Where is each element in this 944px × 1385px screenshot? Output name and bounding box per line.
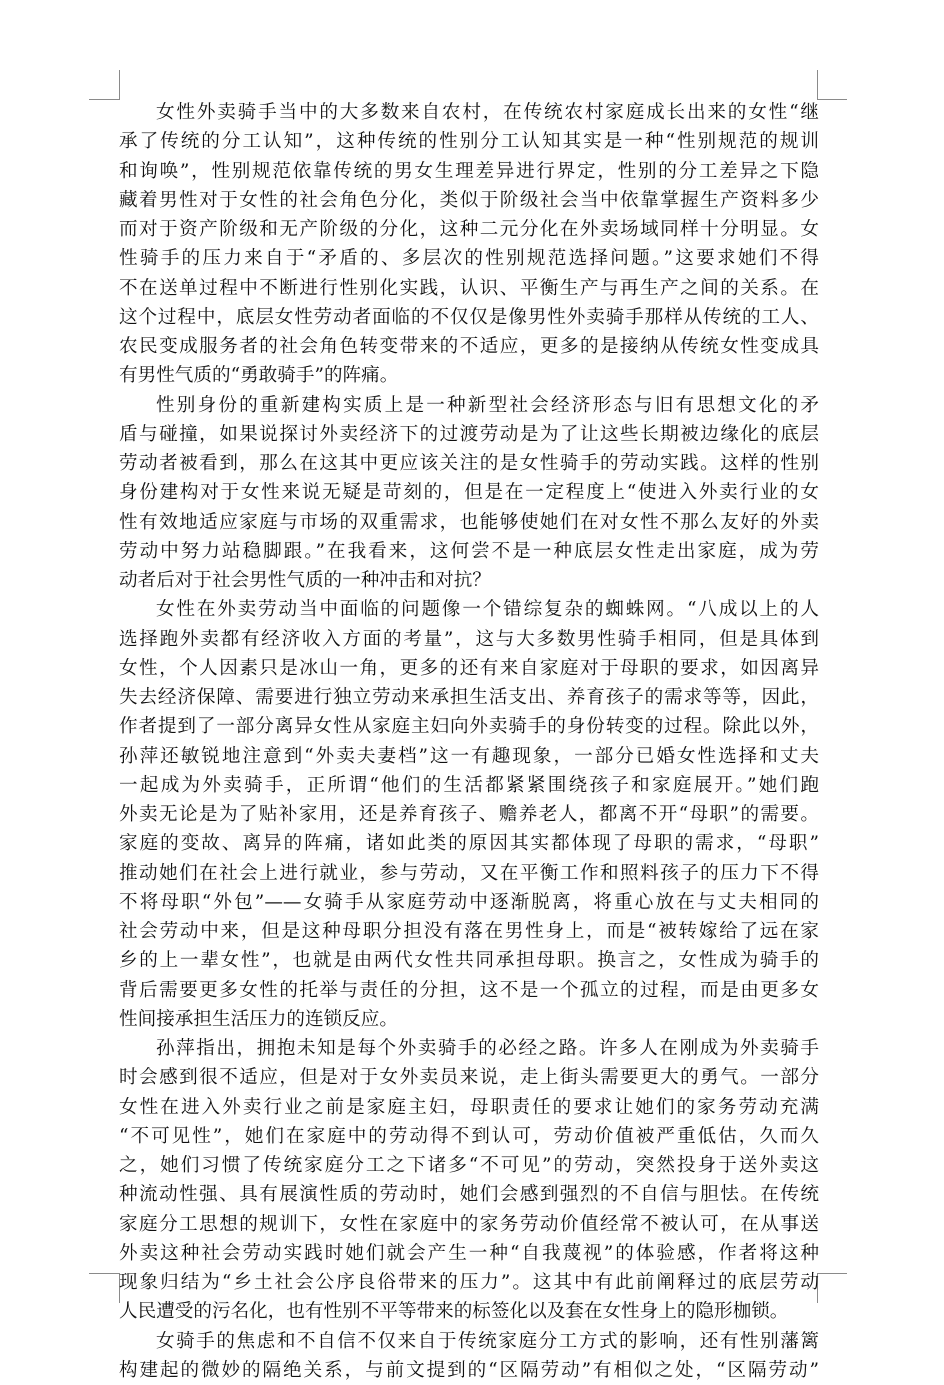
text-line: 现象归结为“乡土社会公序良俗带来的压力”。这其中有此前阐释过的底层劳动 bbox=[119, 1268, 819, 1297]
text-line: 藏着男性对于女性的社会角色分化，类似于阶级社会当中依靠掌握生产资料多少 bbox=[119, 186, 819, 215]
text-line: 失去经济保障、需要进行独立劳动来承担生活支出、养育孩子的需求等等，因此， bbox=[119, 683, 819, 712]
text-line: 背后需要更多女性的托举与责任的分担，这不是一个孤立的过程，而是由更多女 bbox=[119, 976, 819, 1005]
text-line: 选择跑外卖都有经济收入方面的考量”，这与大多数男性骑手相同，但是具体到 bbox=[119, 625, 819, 654]
text-line: 之，她们习惯了传统家庭分工之下诸多“不可见”的劳动，突然投身于送外卖这 bbox=[119, 1151, 819, 1180]
text-line: 女性在进入外卖行业之前是家庭主妇，母职责任的要求让她们的家务劳动充满 bbox=[119, 1093, 819, 1122]
paragraph-1 bbox=[119, 98, 819, 391]
text-line: 孙萍指出，拥抱未知是每个外卖骑手的必经之路。许多人在刚成为外卖骑手 bbox=[119, 1034, 819, 1063]
text-line: 外卖这种社会劳动实践时她们就会产生一种“自我蔑视”的体验感，作者将这种 bbox=[119, 1239, 819, 1268]
text-line: 而对于资产阶级和无产阶级的分化，这种二元分化在外卖场域同样十分明显。女 bbox=[119, 215, 819, 244]
text-line: 孙萍还敏锐地注意到“外卖夫妻档”这一有趣现象，一部分已婚女性选择和丈夫 bbox=[119, 742, 819, 771]
crop-mark-top-right-v bbox=[817, 70, 818, 100]
text-line: 性别身份的重新建构实质上是一种新型社会经济形态与旧有思想文化的矛 bbox=[119, 391, 819, 420]
text-line: 有男性气质的“勇敢骑手”的阵痛。 bbox=[119, 361, 819, 390]
text-line: 一起成为外卖骑手，正所谓“他们的生活都紧紧围绕孩子和家庭展开。”她们跑 bbox=[119, 771, 819, 800]
text-line: 身份建构对于女性来说无疑是苛刻的，但是在一定程度上“使进入外卖行业的女 bbox=[119, 478, 819, 507]
text-line: 这个过程中，底层女性劳动者面临的不仅仅是像男性外卖骑手那样从传统的工人、 bbox=[119, 303, 819, 332]
text-line: 和询唤”，性别规范依靠传统的男女生理差异进行界定，性别的分工差异之下隐 bbox=[119, 157, 819, 186]
paragraph-3 bbox=[119, 595, 819, 1034]
text-line: 家庭分工思想的规训下，女性在家庭中的家务劳动价值经常不被认可，在从事送 bbox=[119, 1210, 819, 1239]
text-line: 不将母职“外包”——女骑手从家庭劳动中逐渐脱离，将重心放在与丈夫相同的 bbox=[119, 888, 819, 917]
text-line: 社会劳动中来，但是这种母职分担没有落在男性身上，而是“被转嫁给了远在家 bbox=[119, 917, 819, 946]
text-line: 女骑手的焦虑和不自信不仅来自于传统家庭分工方式的影响，还有性别藩篱 bbox=[119, 1327, 819, 1356]
text-line: 种流动性强、具有展演性质的劳动时，她们会感到强烈的不自信与胆怯。在传统 bbox=[119, 1180, 819, 1209]
crop-mark-top-left-h bbox=[89, 99, 119, 100]
paragraph-2 bbox=[119, 391, 819, 596]
text-line: 农民变成服务者的社会角色转变带来的不适应，更多的是接纳从传统女性变成具 bbox=[119, 332, 819, 361]
text-line: 乡的上一辈女性”，也就是由两代女性共同承担母职。换言之，女性成为骑手的 bbox=[119, 946, 819, 975]
text-line: 性有效地适应家庭与市场的双重需求，也能够使她们在对女性不那么友好的外卖 bbox=[119, 508, 819, 537]
text-line: 女性，个人因素只是冰山一角，更多的还有来自家庭对于母职的要求，如因离异 bbox=[119, 654, 819, 683]
text-line: 推动她们在社会上进行就业，参与劳动，又在平衡工作和照料孩子的压力下不得 bbox=[119, 859, 819, 888]
text-line: 家庭的变故、离异的阵痛，诸如此类的原因其实都体现了母职的需求，“母职” bbox=[119, 829, 819, 858]
text-line: 不在送单过程中不断进行性别化实践，认识、平衡生产与再生产之间的关系。在 bbox=[119, 274, 819, 303]
paragraph-4 bbox=[119, 1034, 819, 1327]
text-line: 时会感到很不适应，但是对于女外卖员来说，走上街头需要更大的勇气。一部分 bbox=[119, 1063, 819, 1092]
text-line: 作者提到了一部分离异女性从家庭主妇向外卖骑手的身份转变的过程。除此以外， bbox=[119, 712, 819, 741]
crop-mark-top-right-h bbox=[817, 99, 847, 100]
crop-mark-bottom-left-h bbox=[89, 1273, 119, 1274]
crop-mark-bottom-right-h bbox=[817, 1273, 847, 1274]
document-body bbox=[119, 98, 819, 1385]
paragraph-5 bbox=[119, 1327, 819, 1385]
text-line: 承了传统的分工认知”，这种传统的性别分工认知其实是一种“性别规范的规训 bbox=[119, 127, 819, 156]
text-line: 女性外卖骑手当中的大多数来自农村，在传统农村家庭成长出来的女性“继 bbox=[119, 98, 819, 127]
text-line: 劳动者被看到，那么在这其中更应该关注的是女性骑手的劳动实践。这样的性别 bbox=[119, 449, 819, 478]
text-line: 性骑手的压力来自于“矛盾的、多层次的性别规范选择问题。”这要求她们不得 bbox=[119, 244, 819, 273]
text-line: “不可见性”，她们在家庭中的劳动得不到认可，劳动价值被严重低估，久而久 bbox=[119, 1122, 819, 1151]
text-line: 动者后对于社会男性气质的一种冲击和对抗？ bbox=[119, 566, 819, 595]
text-line: 性间接承担生活压力的连锁反应。 bbox=[119, 1005, 819, 1034]
text-line: 盾与碰撞，如果说探讨外卖经济下的过渡劳动是为了让这些长期被边缘化的底层 bbox=[119, 420, 819, 449]
text-line: 构建起的微妙的隔绝关系，与前文提到的“区隔劳动”有相似之处，“区隔劳动” bbox=[119, 1356, 819, 1385]
text-line: 劳动中努力站稳脚跟。”在我看来，这何尝不是一种底层女性走出家庭，成为劳 bbox=[119, 537, 819, 566]
text-line: 外卖无论是为了贴补家用，还是养育孩子、赡养老人，都离不开“母职”的需要。 bbox=[119, 800, 819, 829]
text-line: 女性在外卖劳动当中面临的问题像一个错综复杂的蜘蛛网。“八成以上的人 bbox=[119, 595, 819, 624]
crop-mark-top-left-v bbox=[119, 70, 120, 100]
text-line: 人民遭受的污名化，也有性别不平等带来的标签化以及套在女性身上的隐形枷锁。 bbox=[119, 1297, 819, 1326]
